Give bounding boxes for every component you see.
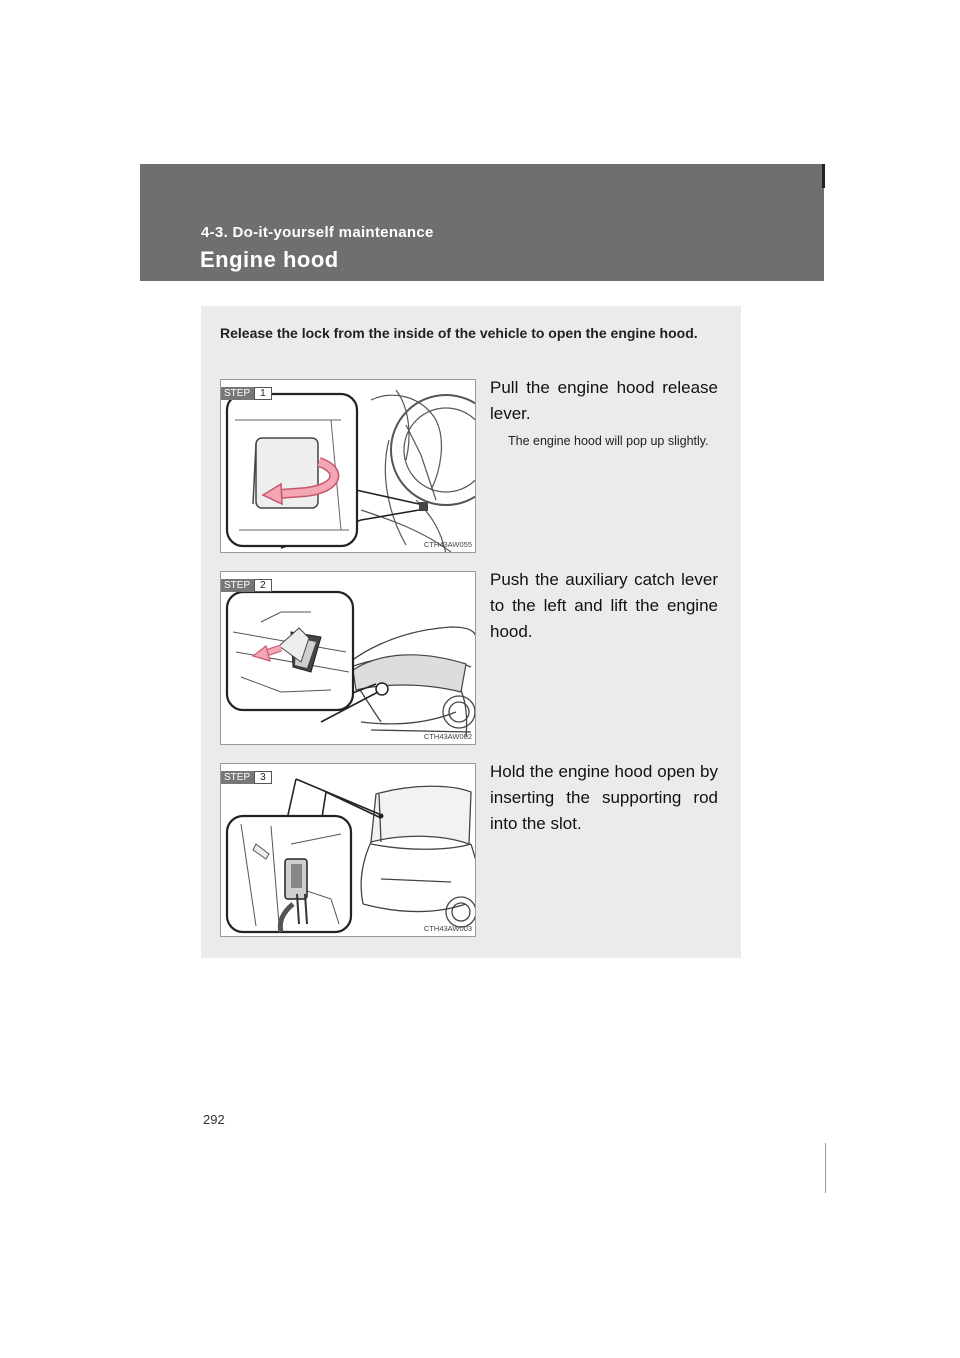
step-2-badge <box>221 579 272 592</box>
step-2-figure <box>220 571 476 745</box>
step-1-figure <box>220 379 476 553</box>
support-rod-illustration <box>221 764 476 937</box>
step-1-text: Pull the engine hood release lever. <box>490 378 718 423</box>
step-1-badge <box>221 387 272 400</box>
image-code: CTH43AW003 <box>423 924 472 933</box>
margin-rule <box>825 1143 826 1193</box>
page-title: Engine hood <box>200 247 339 272</box>
section-label: 4-3. Do-it-yourself maintenance <box>201 224 434 241</box>
step-number: 3 <box>254 771 272 784</box>
auxiliary-catch-illustration <box>221 572 476 745</box>
step-label: STEP <box>221 579 254 592</box>
step-label: STEP <box>221 771 254 784</box>
step-label: STEP <box>221 387 254 400</box>
intro-text: Release the lock from the inside of the vehicle to open the engine hood. <box>220 325 698 341</box>
step-3-figure <box>220 763 476 937</box>
step-1-note: The engine hood will pop up slightly. <box>508 434 709 448</box>
step-3-text: Hold the engine hood open by inserting the supporting rod into the slot. <box>490 762 718 833</box>
content-panel <box>201 306 741 958</box>
step-2-text: Push the auxiliary catch lever to the left and lift the engine hood. <box>490 570 718 641</box>
step-number: 2 <box>254 579 272 592</box>
step-3-badge <box>221 771 272 784</box>
chapter-header <box>140 164 824 281</box>
hood-release-lever-illustration <box>221 380 476 553</box>
image-code: CTH43AW002 <box>423 732 472 741</box>
step-number: 1 <box>254 387 272 400</box>
header-edge-mark <box>822 164 825 188</box>
image-code: CTH43AW055 <box>423 540 472 549</box>
page-number: 292 <box>203 1112 225 1127</box>
